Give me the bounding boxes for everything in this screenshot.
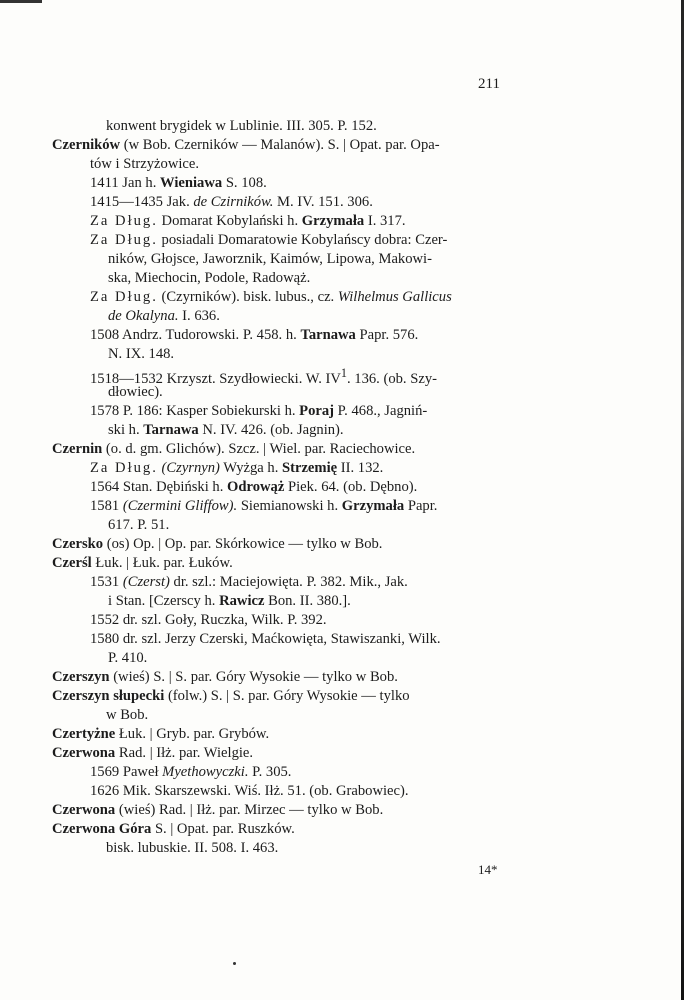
italic-citation: Myethowyczki. [162,764,249,780]
text-segment: Rad. | Iłż. par. Wielgie. [115,745,254,761]
text-segment: Wyżga h. [219,460,282,476]
text-segment: 617. P. 51. [108,517,170,533]
entry-headword: Czerszyn [52,669,110,685]
text-line [108,345,174,363]
entry-line [52,136,440,154]
text-segment: (o. d. gm. Glichów). Szcz. | Wiel. par. Raciechowice. [102,441,416,457]
text-line [108,250,432,268]
text-segment: Łuk. | Gryb. par. Grybów. [115,726,270,742]
italic-citation: (Czermini Gliffow). [122,498,238,514]
text-segment: Za Dług. [90,213,158,229]
text-segment: P. 305. [248,764,292,780]
text-segment: Papr. 576. [355,327,419,343]
text-line [90,611,327,629]
entry-line [52,744,253,762]
text-line [108,592,351,610]
text-line [108,383,163,401]
entry-line [52,725,269,743]
text-segment: tów i Strzyżowice. [90,156,200,172]
text-segment: Za Dług. [90,232,158,248]
text-segment: bisk. lubuskie. II. 508. I. 463. [106,840,279,856]
text-segment: 1508 Andrz. Tudorowski. P. 458. h. [90,327,301,343]
text-segment: M. IV. 151. 306. [273,194,373,210]
text-segment: I. 636. [178,308,220,324]
text-segment: 1626 Mik. Skarszewski. Wiś. Iłż. 51. (ob. Grabowiec). [90,783,409,799]
text-segment: 1552 dr. szl. Goły, Ruczka, Wilk. P. 392. [90,612,327,628]
entry-line [52,554,233,572]
text-segment: N. IV. 426. (ob. Jagnin). [198,422,344,438]
text-segment: 1531 [90,574,123,590]
text-segment: (w Bob. Czerników — Malanów). S. | Opat. par. Opa- [120,137,440,153]
text-segment: (wieś) Rad. | Iłż. par. Mirzec — tylko w Bob. [115,802,384,818]
entry-headword: Czersko [52,536,104,552]
text-segment: 1518—1532 Krzyszt. Szydłowiecki. W. IV [90,370,341,387]
scan-speck [233,962,236,965]
text-line [90,174,267,192]
text-line [108,421,344,439]
text-segment: S. | Opat. par. Ruszków. [151,821,295,837]
entry-headword: Czerśl [52,555,92,571]
text-segment: ski h. [108,422,144,438]
entry-headword: Grzymała [341,498,405,514]
entry-headword: Czerników [52,137,121,153]
text-line [90,497,437,515]
italic-citation: (Czyrnyn) [161,460,220,476]
text-segment: (wieś) S. | S. par. Góry Wysokie — tylko w Bob. [109,669,398,685]
entry-headword: Strzemię [282,460,338,476]
entry-headword: Czertyżne [52,726,116,742]
text-line [106,117,377,135]
text-line [106,706,148,724]
text-segment: 1581 [90,498,123,514]
entry-headword: Czerszyn słupecki [52,688,165,704]
text-segment: Za Dług. [90,460,158,476]
text-segment: (folw.) S. | S. par. Góry Wysokie — tylko [164,688,410,704]
text-line [106,839,278,857]
page-number: 211 [478,76,500,92]
entry-headword: Wieniawa [160,175,223,191]
text-segment: Bon. II. 380.]. [264,593,351,609]
text-segment: 1580 dr. szl. Jerzy Czerski, Maćkowięta, Stawiszanki, Wilk. [90,631,441,647]
text-segment: P. 468., Jagniń- [334,403,428,419]
text-segment: (os) Op. | Op. par. Skórkowice — tylko w Bob. [103,536,383,552]
text-segment: i Stan. [Czerscy h. [108,593,220,609]
text-segment: Siemianowski h. [237,498,342,514]
entry-headword: Grzymała [301,213,365,229]
entry-line [52,535,382,553]
text-line [90,193,373,211]
text-segment: 1578 P. 186: Kasper Sobiekurski h. [90,403,300,419]
italic-citation: (Czerst) [122,574,170,590]
entry-headword: Czerwona [52,745,116,761]
text-segment: 1569 Paweł [90,764,163,780]
text-segment: . 136. (ob. Szy- [346,370,437,387]
text-segment: 1415—1435 Jak. [90,194,194,210]
text-line [108,307,220,325]
text-segment: 1411 Jan h. [90,175,160,191]
scan-edge-mark [0,0,42,3]
entry-headword: Tarnawa [143,422,199,438]
entry-headword: Czernin [52,441,103,457]
italic-citation: de Czirników. [193,194,274,210]
text-line [90,326,418,344]
entry-line [52,687,410,705]
text-segment: 1564 Stan. Dębiński h. [90,479,228,495]
entry-headword: Czerwona [52,802,116,818]
text-line [90,478,417,496]
text-line [90,231,447,249]
text-line [108,649,147,667]
text-segment: P. 410. [108,650,148,666]
entry-headword: Poraj [299,403,335,419]
text-segment: Piek. 64. (ob. Dębno). [284,479,418,495]
text-segment: Łuk. | Łuk. par. Łuków. [91,555,233,571]
text-segment: I. 317. [364,213,406,229]
text-segment: ska, Miechocin, Podole, Radowąż. [108,270,311,286]
text-segment: II. 132. [337,460,384,476]
italic-citation: Wilhelmus Gallicus [337,289,452,305]
text-line [90,573,408,591]
text-line [108,269,310,287]
entry-headword: Tarnawa [300,327,356,343]
entry-line [52,440,415,458]
entry-line [52,801,383,819]
entry-line [52,820,295,838]
text-line [90,212,406,230]
text-segment: Domarat Kobylański h. [157,213,302,229]
text-segment: Za Dług. [90,289,158,305]
text-segment: (Czyrników). bisk. lubus., cz. [157,289,338,305]
text-segment: dłowiec). [108,384,163,400]
text-line [108,516,169,534]
text-line [90,782,409,800]
text-segment: S. 108. [222,175,267,191]
entry-headword: Czerwona Góra [52,821,152,837]
text-segment: konwent brygidek w Lublinie. III. 305. P. 152. [106,118,377,134]
italic-citation: de Okalyna. [108,308,179,324]
printer-signature: 14* [478,862,498,877]
text-line [90,763,291,781]
text-line [90,288,452,306]
text-segment: posiadali Domaratowie Kobylańscy dobra: Czer- [157,232,448,248]
text-segment: w Bob. [106,707,149,723]
entry-headword: Rawicz [219,593,265,609]
text-line [90,459,383,477]
text-line [90,402,427,420]
text-line [90,630,441,648]
text-line [90,155,199,173]
entry-headword: Odrowąż [227,479,285,495]
text-segment: 1 [340,366,347,380]
entry-line [52,668,398,686]
text-segment: dr. szl.: Maciejowięta. P. 382. Mik., Jak. [169,574,408,590]
text-segment: Papr. [404,498,438,514]
text-segment: N. IX. 148. [108,346,175,362]
text-segment: ników, Głojsce, Jaworznik, Kaimów, Lipowa, Makowi- [108,251,432,267]
